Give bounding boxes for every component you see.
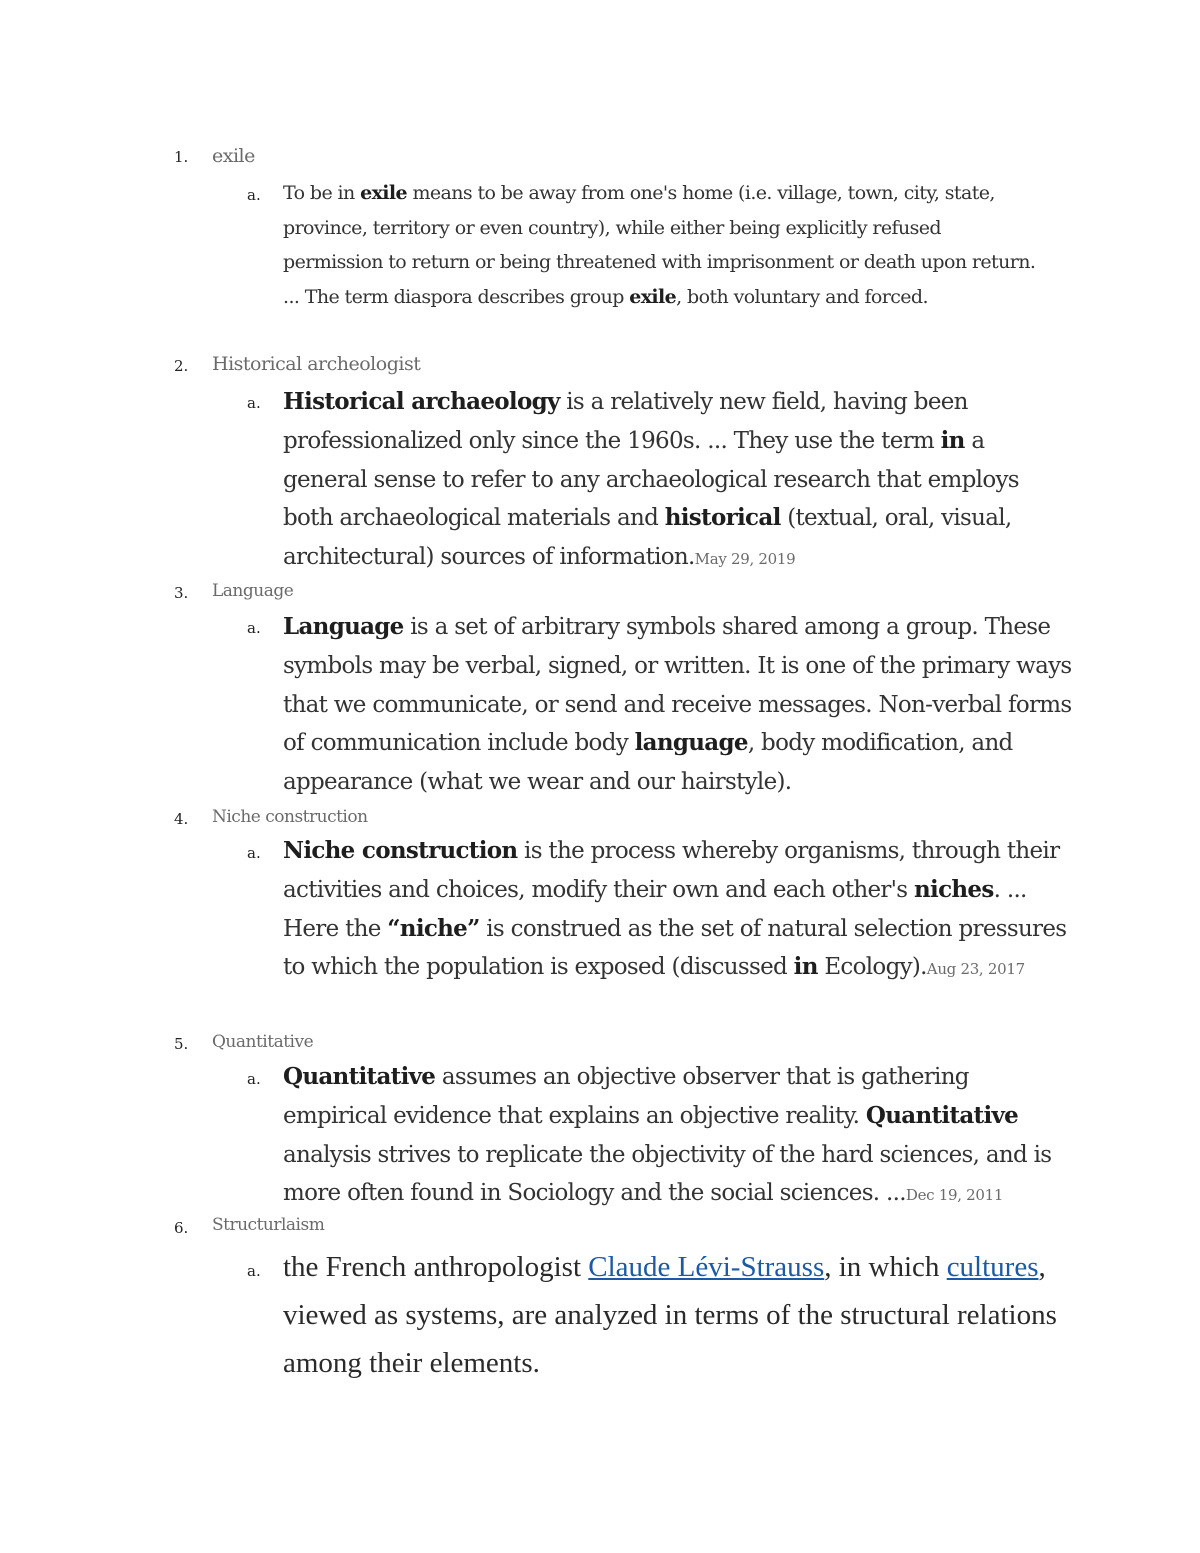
date-stamp: Aug 23, 2017 [926, 960, 1025, 979]
list-number: 1. [174, 148, 189, 166]
definition-niche-construction: Niche construction is the process whereby organisms, through their activities and choices, modify their own and each other's niches. ... Here the “niche” is construed as the set of natural selection pressures to which the population is exposed (discussed in Ecology).Aug 23, 2017 [283, 837, 1067, 981]
list-number: 3. [174, 584, 189, 602]
sub-marker: a. [247, 619, 261, 637]
term-language: Language [212, 581, 294, 601]
sub-marker: a. [247, 186, 261, 204]
date-stamp: May 29, 2019 [694, 550, 796, 569]
sub-marker: a. [247, 844, 261, 862]
definition-exile: To be in exile means to be away from one's home (i.e. village, town, city, state, province, territory or even country), while either being explicitly refused permission to return or being threatened with imprisonment or death upon return. ... The term diaspora describes group exile, both voluntary and forced. [283, 182, 1036, 308]
term-exile: exile [212, 145, 255, 167]
sub-marker: a. [247, 394, 261, 412]
term-structuralism: Structurlaism [212, 1215, 325, 1235]
definition-quantitative: Quantitative assumes an objective observer that is gathering empirical evidence that explains an objective reality. Quantitative analysis strives to replicate the objectivity of the hard sciences, and is more often found in Sociology and the social sciences. ...Dec 19, 2011 [283, 1063, 1052, 1207]
term-historical-archeologist: Historical archeologist [212, 353, 421, 375]
sub-marker: a. [247, 1262, 261, 1280]
date-stamp: Dec 19, 2011 [905, 1186, 1004, 1205]
definition-language: Language is a set of arbitrary symbols shared among a group. These symbols may be verbal, signed, or written. It is one of the primary ways that we communicate, or send and receive messages. Non-verbal forms of communication include body language, body modification, and appearance (what we wear and our hairstyle). [283, 613, 1072, 796]
link-cultures[interactable]: cultures [946, 1251, 1039, 1283]
definition-structuralism: the French anthropologist Claude Lévi-Strauss, in which cultures, viewed as systems, are analyzed in terms of the structural relations among their elements. [283, 1251, 1057, 1379]
list-number: 6. [174, 1219, 189, 1237]
definition-historical-archaeology: Historical archaeology is a relatively new field, having been professionalized only since the 1960s. ... They use the term in a general sense to refer to any archaeological research that employs both archaeological materials and historical (textual, oral, visual, architectural) sources of information.May 29, 2019 [283, 388, 1019, 571]
list-number: 4. [174, 810, 189, 828]
list-number: 2. [174, 357, 189, 375]
list-number: 5. [174, 1035, 189, 1053]
sub-marker: a. [247, 1070, 261, 1088]
term-niche-construction: Niche construction [212, 807, 368, 827]
link-claude-levi-strauss[interactable]: Claude Lévi-Strauss [588, 1251, 825, 1283]
term-quantitative: Quantitative [212, 1032, 314, 1052]
